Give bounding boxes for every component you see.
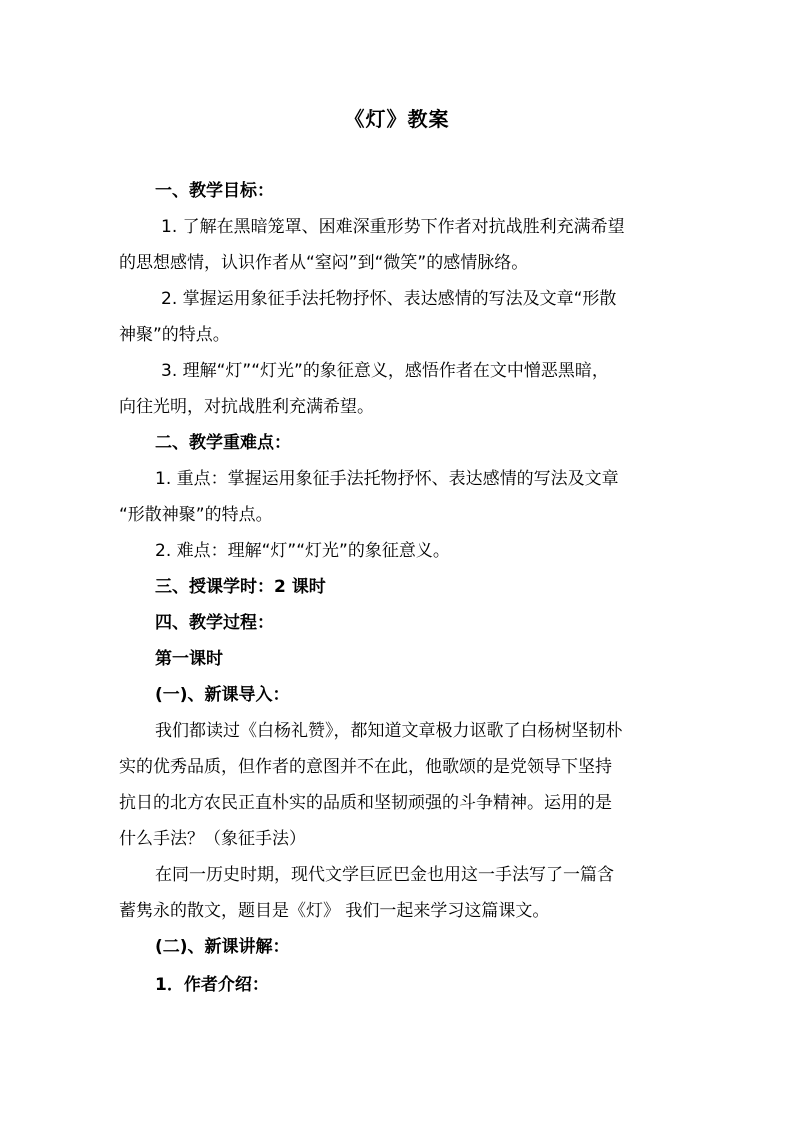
key-point-1-line-2: “形散神聚”的特点。 — [119, 505, 273, 525]
key-point-2: 2. 难点：理解“灯”“灯光”的象征意义。 — [155, 541, 450, 561]
key-point-1-line-1: 1. 重点：掌握运用象征手法托物抒怀、表达感情的写法及文章 — [155, 469, 619, 489]
author-intro-heading: 1．作者介绍： — [155, 975, 269, 995]
intro-paragraph-1-line-4: 什么手法？（象征手法） — [119, 829, 306, 849]
intro-paragraph-1-line-3: 抗日的北方农民正直朴实的品质和坚韧顽强的斗争精神。运用的是 — [119, 793, 612, 813]
document-body — [119, 176, 679, 1001]
part-heading-lecture: (二)、新课讲解： — [155, 937, 290, 957]
intro-paragraph-1-line-2: 实的优秀品质，但作者的意图并不在此，他歌颂的是党领导下坚持 — [119, 757, 612, 777]
objective-2-line-1: 2. 掌握运用象征手法托物抒怀、表达感情的写法及文章“形散 — [161, 289, 617, 309]
objective-3-line-1: 3. 理解“灯”“灯光”的象征意义，感悟作者在文中憎恶黑暗， — [161, 361, 609, 381]
objective-1-line-2: 的思想感情，认识作者从“窒闷”到“微笑”的感情脉络。 — [119, 253, 529, 273]
intro-paragraph-2-line-2: 蓄隽永的散文，题目是《灯》 我们一起来学习这篇课文。 — [119, 901, 550, 921]
intro-paragraph-1-line-1: 我们都读过《白杨礼赞》，都知道文章极力讴歌了白杨树坚韧朴 — [155, 721, 623, 741]
section-heading-key-points: 二、教学重难点： — [155, 433, 291, 453]
document-title: 《灯》教案 — [344, 107, 450, 131]
intro-paragraph-2-line-1: 在同一历史时期，现代文学巨匠巴金也用这一手法写了一篇含 — [155, 865, 614, 885]
objective-1-line-1: 1. 了解在黑暗笼罩、困难深重形势下作者对抗战胜利充满希望 — [161, 217, 625, 237]
lesson-one-heading: 第一课时 — [155, 649, 223, 669]
section-heading-hours: 三、授课学时：2 课时 — [155, 577, 326, 597]
part-heading-intro: (一)、新课导入： — [155, 685, 290, 705]
objective-2-line-2: 神聚”的特点。 — [119, 325, 230, 345]
section-heading-process: 四、教学过程： — [155, 613, 274, 633]
objective-3-line-2: 向往光明，对抗战胜利充满希望。 — [119, 397, 374, 417]
section-heading-objectives: 一、教学目标： — [155, 181, 274, 201]
